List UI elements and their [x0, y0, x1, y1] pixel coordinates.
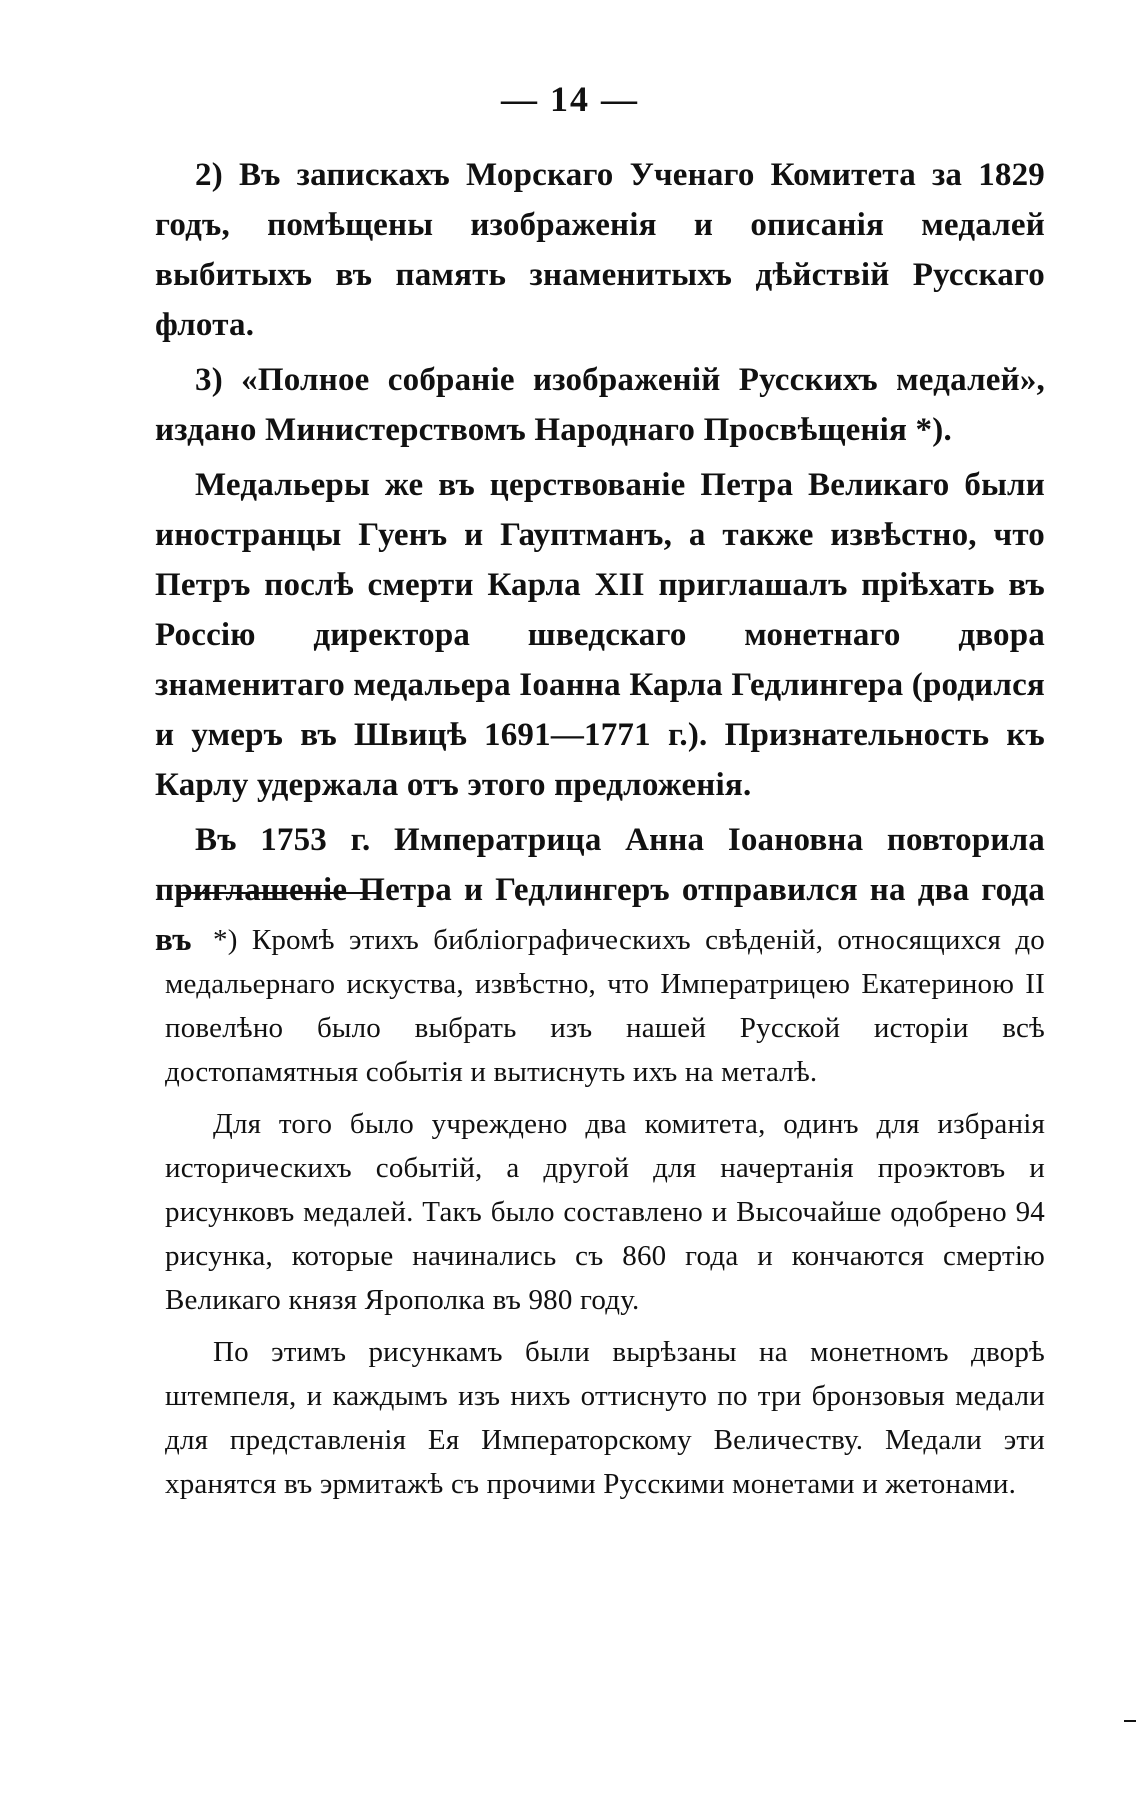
- footnotes: [165, 918, 1045, 1514]
- main-text: [155, 150, 1045, 970]
- paragraph-1: 2) Въ запискахъ Морскаго Ученаго Комитета за 1829 годъ, помѣщены изображенія и описанія медалей выбитыхъ въ память знаменитыхъ дѣйствій Русскаго флота.: [155, 157, 1045, 343]
- page-edge-mark: [1124, 1720, 1136, 1722]
- footnote-separator: [180, 892, 380, 894]
- paragraph-4: Въ 1753 г. Императрица Анна Іоановна повторила приглашеніе Петра и Гедлингеръ отправился на два года въ: [155, 822, 1045, 958]
- paragraph-2: 3) «Полное собраніе изображеній Русскихъ медалей», издано Министерствомъ Народнаго Просвѣщенія *).: [155, 362, 1045, 448]
- footnote-paragraph-2: Для того было учреждено два комитета, одинъ для избранія историческихъ событій, а другой для начертанія проэктовъ и рисунковъ медалей. Такъ было составлено и Высочайше одобрено 94 рисунка, которые начинались съ 860 года и кончаются смертію Великаго князя Ярополка въ 980 году.: [165, 1108, 1045, 1316]
- paragraph-3: Медальеры же въ церствованіе Петра Великаго были иностранцы Гуенъ и Гауптманъ, а также извѣстно, что Петръ послѣ смерти Карла XII приглашалъ пріѣхать въ Россію директора шведскаго монетнаго двора знаменитаго медальера Іоанна Карла Гедлингера (родился и умеръ въ Швицѣ 1691—1771 г.). Признательность къ Карлу удержала отъ этого предложенія.: [155, 467, 1045, 803]
- page-number: — 14 —: [501, 79, 639, 119]
- footnote-paragraph-1: *) Кромѣ этихъ библіографическихъ свѣденій, относящихся до медальернаго искуства, извѣстно, что Императрицею Екатериною II повелѣно было выбрать изъ нашей Русской исторіи всѣ достопамятныя событія и вытиснуть ихъ на металѣ.: [165, 924, 1045, 1088]
- footnote-paragraph-3: По этимъ рисункамъ были вырѣзаны на монетномъ дворѣ штемпеля, и каждымъ изъ нихъ оттиснуто по три бронзовыя медали для представленія Ея Императорскому Величеству. Медали эти хранятся въ эрмитажѣ съ прочими Русскими монетами и жетонами.: [165, 1336, 1045, 1500]
